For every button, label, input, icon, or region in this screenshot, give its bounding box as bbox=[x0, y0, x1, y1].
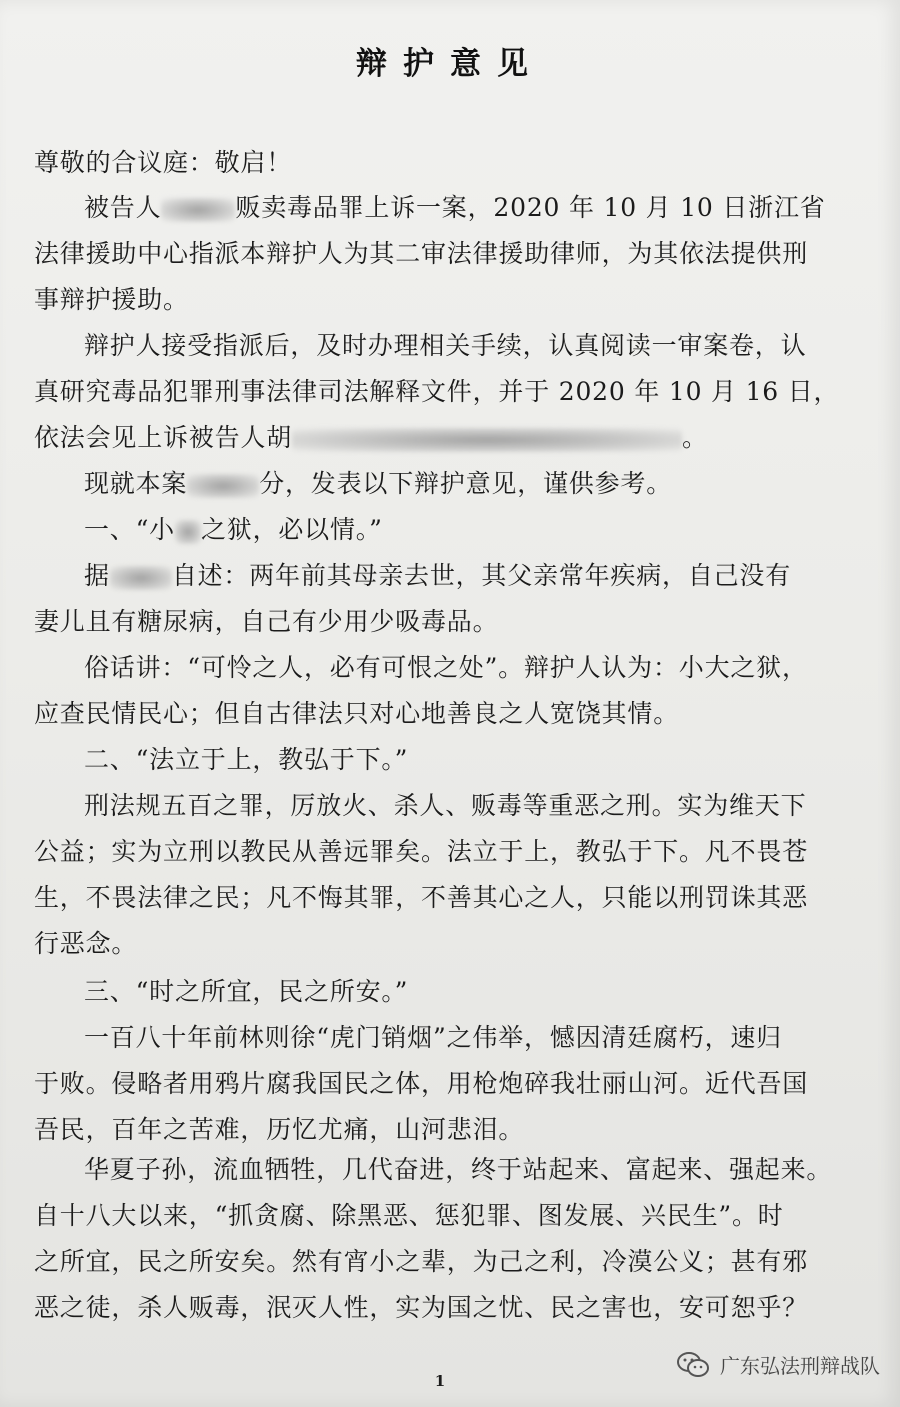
paragraph-line bbox=[84, 652, 808, 684]
paragraph-line bbox=[34, 698, 679, 730]
text-segment: 被告人 bbox=[84, 193, 162, 222]
text-segment: 行恶念。 bbox=[34, 929, 138, 958]
redaction-blur bbox=[292, 428, 682, 452]
paragraph-line bbox=[34, 1292, 808, 1324]
text-segment: 俗话讲：“可怜之人，必有可恨之处”。辩护人认为：小大之狱， bbox=[84, 653, 808, 682]
text-segment: 二、“法立于上，教弘于下。” bbox=[84, 745, 409, 774]
text-segment: 一百八十年前林则徐“虎门销烟”之伟举，憾因清廷腐朽，速归 bbox=[84, 1023, 782, 1052]
redaction-blur bbox=[187, 474, 259, 498]
text-segment: 分，发表以下辩护意见，谨供参考。 bbox=[259, 469, 673, 498]
paragraph-line bbox=[34, 376, 839, 408]
paragraph-line bbox=[84, 1022, 782, 1054]
paragraph-line bbox=[34, 422, 708, 454]
text-segment: 自述：两年前其母亲去世，其父亲常年疾病，自己没有 bbox=[171, 561, 792, 590]
page-number: 1 bbox=[434, 1372, 446, 1390]
text-segment: 尊敬的合议庭：敬启！ bbox=[34, 148, 293, 177]
section-heading bbox=[84, 976, 408, 1008]
watermark-text: 广东弘法刑辩战队 bbox=[720, 1354, 880, 1378]
paragraph-line bbox=[34, 606, 498, 638]
text-segment: 自十八大以来，“抓贪腐、除黑恶、惩犯罪、图发展、兴民生”。时 bbox=[34, 1201, 784, 1230]
text-segment: 华夏子孙，流血牺牲，几代奋进，终于站起来、富起来、强起来。 bbox=[84, 1155, 833, 1184]
text-segment: 辩护人接受指派后，及时办理相关手续，认真阅读一审案卷，认 bbox=[84, 331, 807, 360]
text-segment: 妻儿且有糖尿病，自己有少用少吸毒品。 bbox=[34, 607, 499, 636]
text-segment: 于败。侵略者用鸦片腐我国民之体，用枪炮碎我壮丽山河。近代吾国 bbox=[34, 1069, 809, 1098]
text-segment: 恶之徒，杀人贩毒，泯灭人性，实为国之忧、民之害也，安可恕乎？ bbox=[34, 1293, 809, 1322]
text-segment: 事辩护援助。 bbox=[34, 285, 189, 314]
text-segment: 法律援助中心指派本辩护人为其二审法律援助律师，为其依法提供刑 bbox=[34, 239, 809, 268]
paragraph-line bbox=[84, 468, 672, 500]
text-segment: 据 bbox=[84, 561, 110, 590]
text-segment: 应查民情民心；但自古律法只对心地善良之人宽饶其情。 bbox=[34, 699, 680, 728]
text-segment: 三、“时之所宜，民之所安。” bbox=[84, 977, 409, 1006]
salutation-line bbox=[34, 147, 292, 179]
text-segment: 一、“小 bbox=[84, 515, 175, 544]
paragraph-line bbox=[84, 330, 806, 362]
text-segment: 依法会见上诉被告人胡 bbox=[34, 423, 293, 452]
text-segment: 贩卖毒品罪上诉一案，2020 年 10 月 10 日浙江省 bbox=[235, 193, 826, 222]
text-segment: 之狱，必以情。” bbox=[200, 515, 383, 544]
paragraph-line bbox=[34, 1068, 808, 1100]
text-segment: 之所宜，民之所安矣。然有宵小之辈，为己之利，冷漠公义；甚有邪 bbox=[34, 1247, 809, 1276]
paragraph-line bbox=[34, 284, 189, 316]
paragraph-line bbox=[34, 1200, 784, 1232]
text-segment: 现就本案 bbox=[84, 469, 188, 498]
text-segment: 刑法规五百之罪，厉放火、杀人、贩毒等重恶之刑。实为维天下 bbox=[84, 791, 807, 820]
paragraph-line bbox=[84, 192, 826, 224]
paragraph-line bbox=[34, 1246, 808, 1278]
section-heading bbox=[84, 744, 408, 776]
watermark bbox=[676, 1350, 880, 1379]
paragraph-line bbox=[84, 1154, 832, 1186]
text-segment: 吾民，百年之苦难，历忆尤痛，山河悲泪。 bbox=[34, 1115, 525, 1144]
paragraph-line bbox=[84, 560, 791, 592]
redaction-blur bbox=[175, 520, 201, 544]
text-segment: 公益；实为立刑以教民从善远罪矣。法立于上，教弘于下。凡不畏苍 bbox=[34, 837, 809, 866]
paragraph-line bbox=[84, 790, 806, 822]
redaction-blur bbox=[110, 566, 172, 590]
text-segment: 。 bbox=[682, 423, 708, 452]
document-title: 辩护意见 bbox=[356, 46, 544, 82]
section-heading bbox=[84, 514, 383, 546]
paragraph-line bbox=[34, 928, 137, 960]
wechat-icon bbox=[676, 1351, 710, 1379]
text-segment: 真研究毒品犯罪刑事法律司法解释文件，并于 2020 年 10 月 16 日， bbox=[34, 377, 840, 406]
paragraph-line bbox=[34, 238, 808, 270]
redaction-blur bbox=[161, 198, 235, 222]
paragraph-line bbox=[34, 836, 808, 868]
text-segment: 生，不畏法律之民；凡不悔其罪，不善其心之人，只能以刑罚诛其恶 bbox=[34, 883, 809, 912]
paragraph-line bbox=[34, 882, 808, 914]
paragraph-line bbox=[34, 1114, 524, 1146]
